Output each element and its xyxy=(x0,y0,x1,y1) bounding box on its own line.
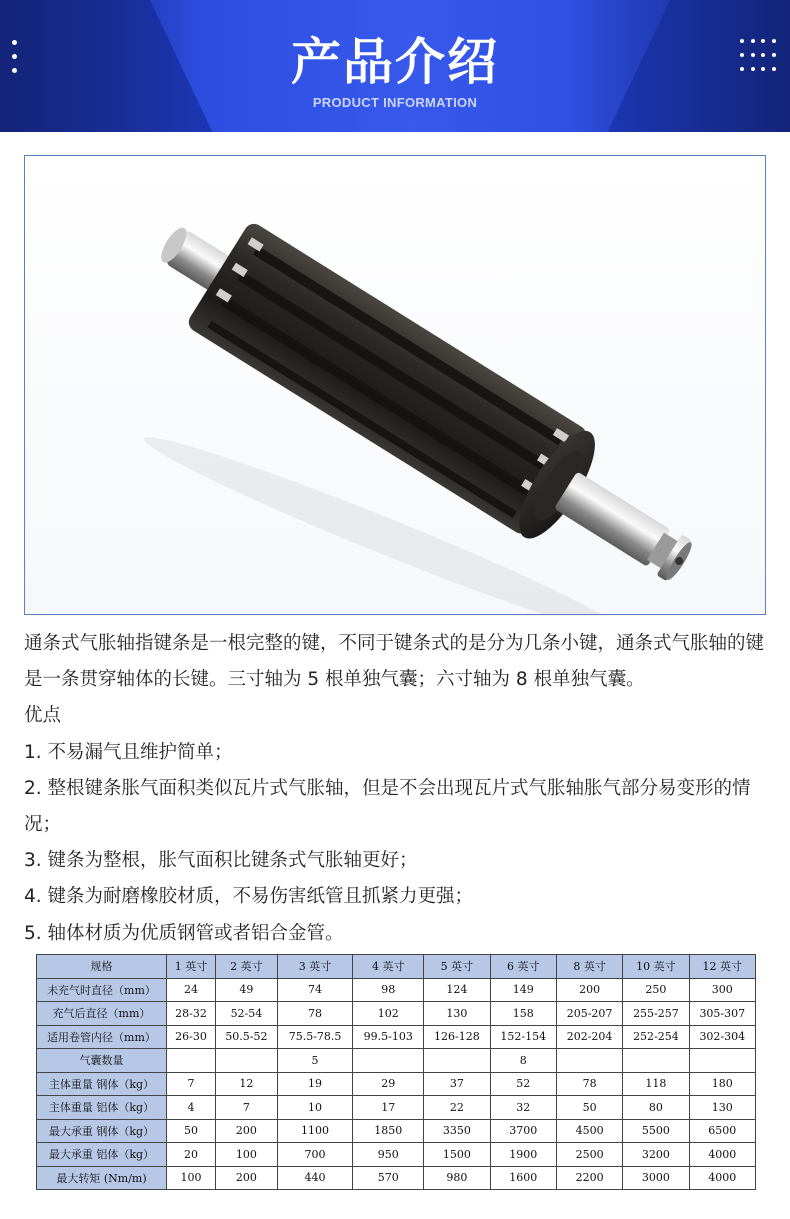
table-cell xyxy=(353,1049,424,1073)
header-banner xyxy=(0,0,790,132)
table-row xyxy=(37,978,756,1002)
table-cell: 440 xyxy=(277,1166,352,1190)
table-row xyxy=(37,1049,756,1073)
table-row xyxy=(37,1096,756,1120)
table-cell: 200 xyxy=(216,1166,278,1190)
table-cell: 205-207 xyxy=(556,1002,622,1026)
table-cell: 3350 xyxy=(424,1119,490,1143)
table-cell: 149 xyxy=(490,978,556,1002)
table-cell: 126-128 xyxy=(424,1025,490,1049)
table-row xyxy=(37,1119,756,1143)
table-cell: 49 xyxy=(216,978,278,1002)
table-cell: 50.5-52 xyxy=(216,1025,278,1049)
advantage-item: 1. 不易漏气且维护简单； xyxy=(24,741,233,763)
table-row xyxy=(37,1166,756,1190)
table-cell: 7 xyxy=(167,1072,216,1096)
table-cell: 302-304 xyxy=(689,1025,755,1049)
row-label: 气囊数量 xyxy=(37,1049,167,1073)
table-header-cell: 12 英寸 xyxy=(689,955,755,979)
row-label: 未充气时直径（mm） xyxy=(37,978,167,1002)
table-cell: 78 xyxy=(556,1072,622,1096)
product-description xyxy=(24,626,774,952)
table-cell: 252-254 xyxy=(623,1025,689,1049)
table-cell: 17 xyxy=(353,1096,424,1120)
table-header-cell: 1 英寸 xyxy=(167,955,216,979)
table-cell: 1100 xyxy=(277,1119,352,1143)
table-cell: 28-32 xyxy=(167,1002,216,1026)
row-label: 最大转矩 (Nm/m) xyxy=(37,1166,167,1190)
row-label: 适用卷管内径（mm） xyxy=(37,1025,167,1049)
table-cell: 4500 xyxy=(556,1119,622,1143)
row-label: 最大承重 钢体（kg） xyxy=(37,1119,167,1143)
table-cell: 102 xyxy=(353,1002,424,1026)
table-cell: 5 xyxy=(277,1049,352,1073)
table-header-cell: 6 英寸 xyxy=(490,955,556,979)
table-cell: 5500 xyxy=(623,1119,689,1143)
product-photo xyxy=(24,155,766,615)
table-cell: 100 xyxy=(167,1166,216,1190)
table-cell: 118 xyxy=(623,1072,689,1096)
table-cell: 700 xyxy=(277,1143,352,1167)
table-cell: 6500 xyxy=(689,1119,755,1143)
table-cell: 74 xyxy=(277,978,352,1002)
table-header-cell: 8 英寸 xyxy=(556,955,622,979)
table-row xyxy=(37,1002,756,1026)
table-cell: 75.5-78.5 xyxy=(277,1025,352,1049)
table-row xyxy=(37,1025,756,1049)
advantages-heading: 优点 xyxy=(24,705,62,727)
table-cell: 4000 xyxy=(689,1166,755,1190)
table-header-cell: 10 英寸 xyxy=(623,955,689,979)
table-cell: 300 xyxy=(689,978,755,1002)
table-cell xyxy=(689,1049,755,1073)
table-cell: 29 xyxy=(353,1072,424,1096)
table-header-cell: 5 英寸 xyxy=(424,955,490,979)
table-cell: 1600 xyxy=(490,1166,556,1190)
table-header-cell: 2 英寸 xyxy=(216,955,278,979)
table-cell: 24 xyxy=(167,978,216,1002)
table-cell: 152-154 xyxy=(490,1025,556,1049)
table-cell: 1850 xyxy=(353,1119,424,1143)
table-cell: 12 xyxy=(216,1072,278,1096)
table-cell xyxy=(556,1049,622,1073)
table-cell: 37 xyxy=(424,1072,490,1096)
table-cell: 3700 xyxy=(490,1119,556,1143)
table-cell: 158 xyxy=(490,1002,556,1026)
spec-table xyxy=(36,954,756,1190)
table-cell: 20 xyxy=(167,1143,216,1167)
table-cell: 130 xyxy=(424,1002,490,1026)
table-cell: 10 xyxy=(277,1096,352,1120)
table-cell: 22 xyxy=(424,1096,490,1120)
row-label: 主体重量 铝体（kg） xyxy=(37,1096,167,1120)
table-cell: 19 xyxy=(277,1072,352,1096)
table-cell: 32 xyxy=(490,1096,556,1120)
table-cell: 100 xyxy=(216,1143,278,1167)
table-cell: 50 xyxy=(167,1119,216,1143)
table-cell: 52 xyxy=(490,1072,556,1096)
advantage-item: 4. 键条为耐磨橡胶材质，不易伤害纸管且抓紧力更强； xyxy=(24,886,474,908)
table-cell: 130 xyxy=(689,1096,755,1120)
table-row xyxy=(37,1072,756,1096)
table-cell xyxy=(216,1049,278,1073)
table-cell: 8 xyxy=(490,1049,556,1073)
table-cell xyxy=(424,1049,490,1073)
row-label: 最大承重 铝体（kg） xyxy=(37,1143,167,1167)
table-cell: 255-257 xyxy=(623,1002,689,1026)
page-title: 产品介绍 xyxy=(291,33,499,91)
table-cell: 78 xyxy=(277,1002,352,1026)
table-cell: 1900 xyxy=(490,1143,556,1167)
advantage-item: 3. 键条为整根，胀气面积比键条式气胀轴更好； xyxy=(24,850,418,872)
table-cell: 1500 xyxy=(424,1143,490,1167)
table-cell: 3200 xyxy=(623,1143,689,1167)
table-row xyxy=(37,1143,756,1167)
table-cell: 980 xyxy=(424,1166,490,1190)
table-cell: 2200 xyxy=(556,1166,622,1190)
table-cell: 950 xyxy=(353,1143,424,1167)
table-cell: 99.5-103 xyxy=(353,1025,424,1049)
table-cell: 305-307 xyxy=(689,1002,755,1026)
advantage-item: 2. 整根键条胀气面积类似瓦片式气胀轴，但是不会出现瓦片式气胀轴胀气部分易变形的情况； xyxy=(24,777,751,836)
row-label: 主体重量 钢体（kg） xyxy=(37,1072,167,1096)
table-cell: 124 xyxy=(424,978,490,1002)
table-cell: 570 xyxy=(353,1166,424,1190)
table-cell: 52-54 xyxy=(216,1002,278,1026)
row-label: 充气后直径（mm） xyxy=(37,1002,167,1026)
table-cell: 80 xyxy=(623,1096,689,1120)
description-paragraph: 通条式气胀轴指键条是一根完整的键，不同于键条式的是分为几条小键，通条式气胀轴的键是一条贯穿轴体的长键。三寸轴为 5 根单独气囊；六寸轴为 8 根单独气囊。 xyxy=(24,633,765,691)
table-cell: 180 xyxy=(689,1072,755,1096)
table-cell: 4000 xyxy=(689,1143,755,1167)
table-header-row xyxy=(37,955,756,979)
table-cell: 3000 xyxy=(623,1166,689,1190)
table-cell: 202-204 xyxy=(556,1025,622,1049)
table-cell: 50 xyxy=(556,1096,622,1120)
table-header-cell: 3 英寸 xyxy=(277,955,352,979)
table-cell: 2500 xyxy=(556,1143,622,1167)
page-subtitle: PRODUCT INFORMATION xyxy=(312,95,478,110)
table-cell xyxy=(623,1049,689,1073)
table-header-cell: 4 英寸 xyxy=(353,955,424,979)
table-cell: 7 xyxy=(216,1096,278,1120)
table-cell: 26-30 xyxy=(167,1025,216,1049)
table-cell: 250 xyxy=(623,978,689,1002)
air-shaft-illustration xyxy=(25,156,766,615)
table-cell: 200 xyxy=(556,978,622,1002)
table-cell: 4 xyxy=(167,1096,216,1120)
table-cell: 98 xyxy=(353,978,424,1002)
advantage-item: 5. 轴体材质为优质钢管或者铝合金管。 xyxy=(24,922,344,944)
table-cell xyxy=(167,1049,216,1073)
table-cell: 200 xyxy=(216,1119,278,1143)
table-header-cell: 规格 xyxy=(37,955,167,979)
